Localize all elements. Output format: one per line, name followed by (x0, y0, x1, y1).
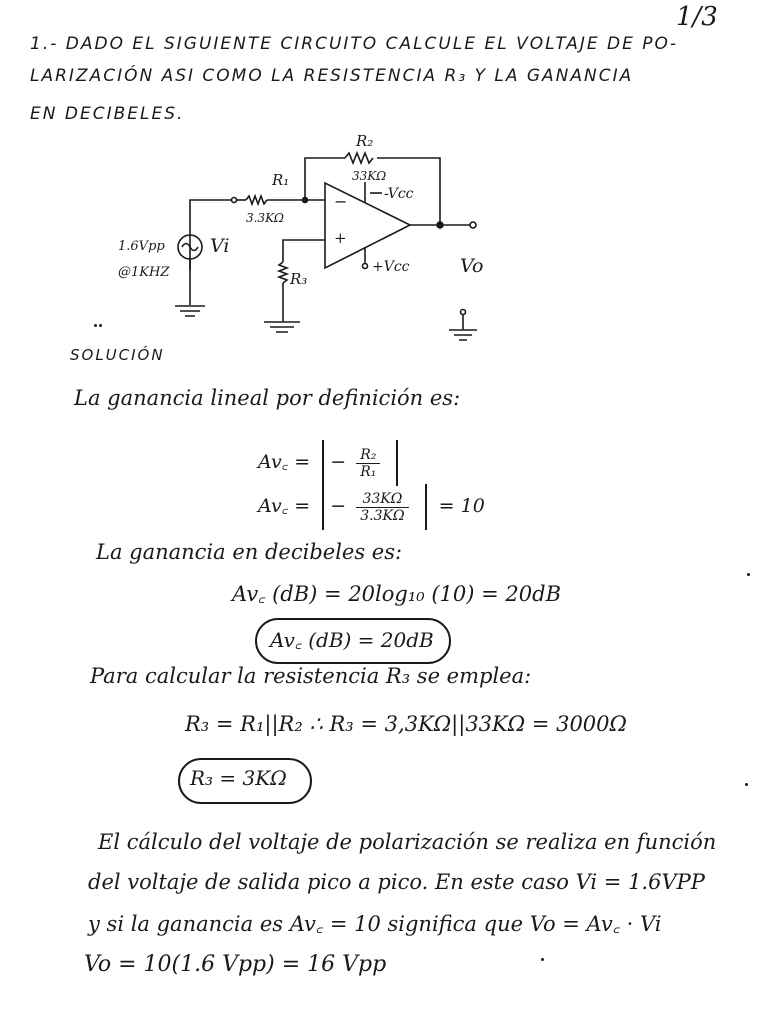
bias-paragraph-line-2: del voltaje de salida pico a pico. En este caso Vi = 1.6VPP (88, 870, 705, 894)
gain-formula: Av꜀ = − $\frac{\text{R₂}}{\text{R₁}}$ (258, 440, 404, 486)
stray-mark (541, 958, 544, 961)
solution-heading: SOLUCIÓN (70, 346, 165, 364)
stray-mark (747, 573, 750, 576)
gain-db-result: Av꜀ (dB) = 20dB (270, 628, 434, 652)
r3-resistor (279, 262, 287, 283)
r2-resistor (345, 153, 373, 163)
problem-statement-line-3: EN DECIBELES. (30, 104, 185, 124)
r1-label: R₁ (272, 171, 290, 189)
r1-resistor (246, 196, 267, 204)
inverting-input-sign: − (334, 192, 348, 211)
gain-substitution-lhs: Av꜀ = (258, 495, 311, 517)
stray-mark (94, 324, 97, 327)
gain-definition-text: La ganancia lineal por definición es: (74, 386, 461, 410)
r3-equation: R₃ = R₁||R₂ ∴ R₃ = 3,3KΩ||33KΩ = 3000Ω (185, 712, 627, 736)
source-amplitude: 1.6Vpp (118, 239, 165, 254)
gain-substitution-fraction (356, 491, 408, 524)
negative-supply-label: -Vcc (384, 186, 414, 202)
stray-mark (745, 783, 748, 786)
output-voltage-equation: Vo = 10(1.6 Vpp) = 16 Vpp (84, 952, 387, 977)
source-ground-icon (175, 306, 205, 316)
gain-formula-lhs: Av꜀ = (258, 451, 311, 473)
r3-calc-text: Para calcular la resistencia R₃ se emplea: (90, 664, 532, 688)
r3-ground-icon (264, 322, 300, 332)
stray-mark (99, 324, 102, 327)
abs-bar-left (322, 440, 324, 486)
bias-paragraph-line-1: El cálculo del voltaje de polarización se realiza en función (98, 830, 717, 854)
r2-label: R₂ (356, 132, 374, 150)
gain-substitution: Av꜀ = − $\frac{33K\Omega}{3.3K\Omega}$ = 10 (258, 484, 485, 530)
problem-statement-line-2: LARIZACIÓN ASI COMO LA RESISTENCIA R₃ Y LA GANANCIA (30, 66, 634, 86)
gain-db-text: La ganancia en decibeles es: (96, 540, 403, 564)
gain-db-equation: Av꜀ (dB) = 20log₁₀ (10) = 20dB (232, 582, 562, 606)
r2-value: 33KΩ (352, 169, 387, 183)
noninverting-input-sign: + (334, 229, 347, 247)
abs-bar-left-2 (322, 484, 324, 530)
r1-value: 3.3KΩ (246, 211, 284, 225)
page-number: 1/3 (676, 2, 718, 32)
abs-bar-right (396, 440, 398, 486)
gain-fraction-denominator: R₁ (360, 463, 377, 480)
problem-statement-line-1: 1.- DADO EL SIGUIENTE CIRCUITO CALCULE EL VOLTAJE DE PO- (30, 34, 679, 54)
abs-bar-right-2 (425, 484, 427, 530)
circuit-diagram (0, 0, 768, 345)
r3-label: R₃ (290, 270, 308, 288)
source-frequency: @1KHZ (118, 265, 170, 280)
r3-result: R₃ = 3KΩ (190, 766, 287, 790)
gain-result: = 10 (438, 495, 485, 517)
positive-supply-label: +Vcc (372, 259, 410, 275)
vi-label: Vi (210, 235, 230, 257)
vo-label: Vo (460, 255, 484, 277)
gain-substitution-denominator: 3.3KΩ (360, 507, 405, 524)
bias-paragraph-line-3: y si la ganancia es Av꜀ = 10 significa que Vo = Av꜀ · Vi (88, 912, 662, 936)
gain-substitution-numerator: 33KΩ (356, 491, 408, 508)
gain-fraction (356, 447, 380, 480)
gain-fraction-numerator: R₂ (356, 447, 380, 464)
output-ground-icon (449, 330, 477, 340)
